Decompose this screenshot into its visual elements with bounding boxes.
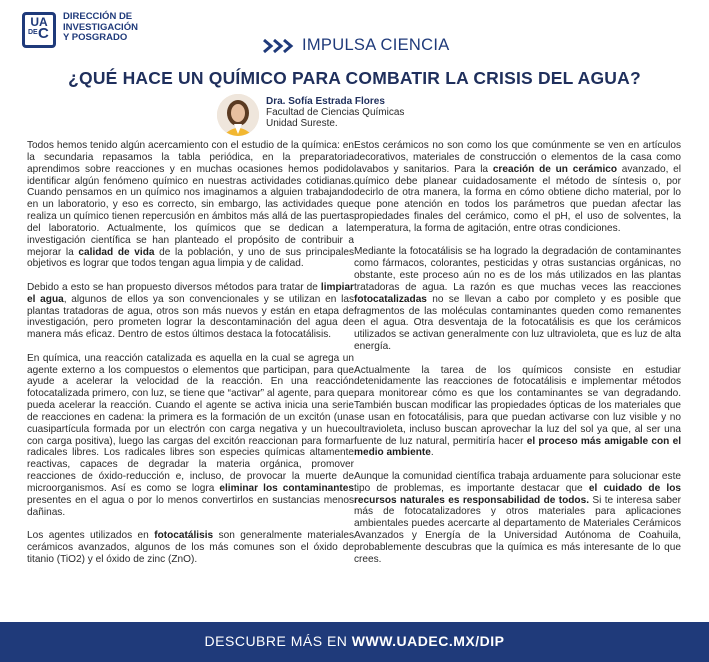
header [0,0,709,70]
text: presentes en el agua o por lo menos convertirlos en sustancias menos dañinas. [27,494,354,518]
emphasis: eliminar los contaminantes [219,482,355,494]
org-line-3: Y POSGRADO [63,32,128,43]
footer-link[interactable]: WWW.UADEC.MX/DIP [351,633,505,649]
text: avanzado, el químico debe planear cuidadosamente el método de síntesis o, por decirlo de otra manera, la forma en cómo obtiene dicho material, por lo que pone atención en todos los parámetros que puedan afectar las propiedades finales del cerámico, como el pH, el uso de solventes, la temperatura, la forma de agitación, entre otras condiciones. [354,163,681,234]
text: Todos hemos tenido algún acercamiento con el estudio de la química: en la secundaria repasamos la tabla periódica, en la preparatoria aprendimos sobre reacciones y en muchas ocasiones hemos podido identificar algún fenómeno químico en nuestras actividades cotidianas. Cuando pensamos en un químico nos imaginamos a alguien trabajando en un laboratorio, y eso es correcto, sin embargo, las actividades que realiza un químico tienen repercusión en ámbitos más allá de las puertas del laboratorio. Actualmente, los químicos que se dedican a la investigación científica se han planteado el propósito de contribuir a mejorar la [27,140,354,258]
paragraph [354,365,681,460]
author-photo [217,94,259,136]
paragraph [27,353,354,519]
paragraph [354,246,681,353]
org-line-2: INVESTIGACIÓN [63,21,138,33]
text: . [430,447,434,459]
text: En química, una reacción catalizada es aquella en la cual se agrega un agente externo a los compuestos o elementos que participan, para que ayude a acelerar la velocidad de la reacción. En una reacción fotocatalizada primero, con luz, se tiene que “activar” al agente, para que pueda acelerar la reacción. Cuando el agente se activa inicia una serie de reacciones en cadena: la primera es la formación de un excitón (una cuasipartícula formada por un electrón con carga negativa y un hueco con carga positiva), luego las cargas del excitón reaccionan para formar radicales libres. Los radicales libres son especies químicas altamente reactivas, capaces de degradar la materia orgánica, promover reacciones de óxido-reducción e, incluso, de provocar la muerte de microorganismos. Así es como se logra [27,352,354,494]
emphasis: creación de un cerámico [492,163,618,175]
paragraph [354,471,681,566]
logo-text-ua: UA [30,15,48,29]
logo-text-de: DE [28,29,38,36]
footer-text [0,633,709,649]
text: de la población, y uno de sus principales objetivos es lograr que todos tengan agua limpia y de calidad. [27,246,354,270]
logo-text-c: C [38,25,49,42]
emphasis: calidad de vida [78,246,155,258]
footer-prefix: DESCUBRE MÁS EN [204,633,352,649]
paragraph [27,282,354,341]
author-faculty: Facultad de Ciencias Químicas [266,107,405,118]
text: Debido a esto se han propuesto diversos métodos para tratar de [27,281,321,293]
footer-banner [0,622,709,662]
author-avatar [217,94,259,136]
text: Mediante la fotocatálisis se ha logrado la degradación de contaminantes como fármacos, colorantes, pesticidas y otras sustancias orgánicas, no obstante, este proceso aún no es de los más utilizados en las plantas tratadoras de agua. La razón es que muchas veces las reacciones [354,246,681,293]
double-chevron-right-icon [262,38,296,59]
text: Si te interesa saber más de fotocatalizadores y otros materiales para aplicaciones ambientales puedes acercarte al departamento de Materiales Cerámicos Avanzados y Energía de la Universidad Autónoma de Coahuila, probablemente descubras que la química es más interesante de lo que crees. [354,494,681,565]
emphasis: el proceso más amigable con el medio ambiente [354,435,681,459]
emphasis: limpiar el agua [27,281,354,305]
paragraph [27,140,354,270]
text: Estos cerámicos no son como los que comúnmente se ven en artículos decorativos, materiales de construcción o elementos de la casa como lavabos y sanitarios. Para la [354,140,681,175]
author-name: Dra. Sofía Estrada Flores [266,96,385,107]
chevrons-svg [262,38,296,54]
emphasis: fotocatálisis [154,530,214,542]
author-unit: Unidad Sureste. [266,118,338,129]
author-block [266,96,404,129]
text: Aunque la comunidad científica trabaja arduamente para solucionar este tipo de problemas, es importante destacar que [354,470,681,494]
paragraph [354,140,681,235]
text: Los agentes utilizados en [27,530,155,542]
uadec-logo[interactable] [22,12,56,48]
emphasis: fotocatalizadas [354,293,427,305]
text: son generalmente materiales cerámicos avanzados, algunos de los más comunes son el óxido de titanio (TiO2) y el óxido de zinc (ZnO). [27,530,354,565]
text: , algunos de ellos ya son convencionales y se utilizan en las plantas tratadoras de agua, otros son más nuevos y están en etapa de investigación, pero prometen lograr la descontaminación del agua de manera más eficaz. Dentro de estos últimos destaca la fotocatálisis. [27,293,354,341]
org-name [63,12,138,44]
text: Actualmente la tarea de los químicos consiste en estudiar detenidamente las reacciones de fotocatálisis e implementar métodos para monitorear cómo es que los contaminantes se van degradando. También buscan modificar las propiedades ópticas de los materiales que se usan en fotocatálisis, para que puedan activarse con luz visible y no ultravioleta, incluso buscan aprovechar la luz del sol ya que, al ser una fuente de luz natural, permitiría hacer [354,364,681,447]
article-title: ¿QUÉ HACE UN QUÍMICO PARA COMBATIR LA CRISIS DEL AGUA? [68,68,641,88]
paragraph [27,530,354,566]
section-label: IMPULSA CIENCIA [302,36,450,54]
emphasis: el cuidado de los recursos naturales es responsabilidad de todos. [354,482,682,506]
org-line-1: DIRECCIÓN DE [63,11,133,22]
right-column [354,140,681,577]
text: no se llevan a cabo por completo y es posible que fragmentos de las moléculas contaminantes queden como remanentes en el agua. Otra desventaja de la fotocatálisis es que los cerámicos utilizados se activan generalmente con luz ultravioleta, que es luz de alta energía. [354,293,681,353]
left-column [27,140,354,577]
